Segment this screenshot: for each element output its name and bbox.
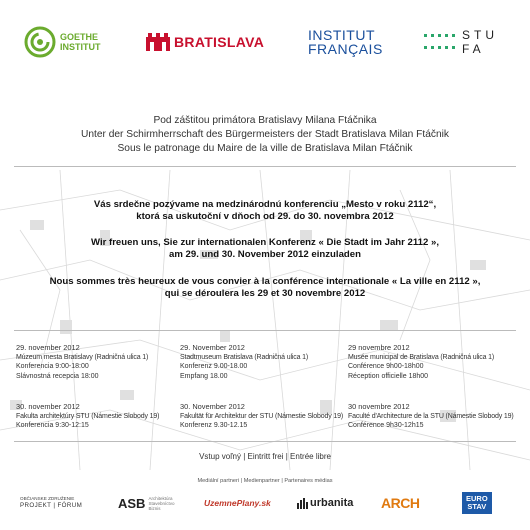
institut-francais-logo	[308, 22, 383, 62]
invitation-de-line-2: am 29. und 30. November 2012 einzuladen	[169, 249, 361, 260]
schedule-time: Conférence 9h30-12h15	[348, 422, 424, 430]
schedule-reception: Réception officielle 18h00	[348, 372, 429, 380]
goethe-line-1: GOETHE	[60, 32, 99, 42]
media-partners-label: Mediální partneri | Medienpartner | Partenaires médias	[197, 478, 333, 484]
bratislava-logo	[146, 22, 264, 62]
stu-line-2: FA	[462, 42, 485, 56]
asb-logo	[118, 488, 176, 518]
bratislava-castle-icon	[146, 33, 170, 51]
schedule-location: Múzeum mesta Bratislavy (Radničná ulica 1)	[16, 353, 149, 361]
schedule-cell-sk-day1	[16, 343, 148, 381]
bratislava-logo-text: BRATISLAVA	[174, 34, 265, 50]
schedule-location: Musée municipal de Bratislava (Radničná ulica 1)	[348, 353, 495, 361]
patronage-fr: Sous le patronage du Maire de la ville de Bratislava Milan Ftáčnik	[117, 143, 413, 154]
invitation-sk-line-1: Vás srdečne pozývame na medzinárodnú konferenciu „Mesto v roku 2112“,	[93, 199, 437, 210]
schedule-date: 29. november 2012	[16, 343, 80, 352]
institut-line-1: INSTITUT	[308, 27, 375, 43]
partner-logos	[0, 488, 530, 518]
schedule-location: Stadtmuseum Bratislava (Radničná ulica 1)	[180, 353, 309, 361]
institut-line-2: FRANÇAIS	[308, 41, 383, 57]
projekt-forum-name: PROJEKT | FÓRUM	[20, 502, 83, 509]
schedule-date: 29 novembre 2012	[348, 343, 410, 352]
projekt-forum-subtitle: OBČIANSKE ZDRUŽENIE	[20, 496, 75, 501]
logo-bar	[0, 22, 530, 62]
goethe-institut-logo	[24, 22, 101, 62]
schedule-location: Faculté d'Architecture de la STU (Námestie Slobody 19)	[348, 412, 514, 420]
entry-note: Vstup voľný | Eintritt frei | Entrée libre	[199, 452, 331, 461]
patronage-de: Unter der Schirmherrschaft des Bürgermeisters der Stadt Bratislava Milan Ftáčnik	[80, 129, 450, 140]
stu-line-1: STU	[462, 28, 498, 42]
invitation-sk-line-2: ktorá sa uskutoční v dňoch od 29. do 30. novembra 2012	[136, 211, 394, 222]
schedule-cell-fr-day1	[348, 343, 494, 381]
invitation-de	[0, 237, 530, 261]
schedule-time: Konferencia 9:30-12:15	[16, 422, 89, 430]
invitation-sk	[0, 199, 530, 223]
schedule-time: Konferencia 9:00-18:00	[16, 363, 89, 371]
eurostav-line-2: STAV	[467, 502, 487, 511]
schedule-cell-de-day2	[180, 402, 343, 431]
schedule-time: Conférence 9h00-18h00	[348, 363, 424, 371]
schedule-time: Konferenz 9.00-18.00	[180, 363, 248, 371]
urbanita-name: urbanita	[310, 497, 354, 509]
schedule-date: 29. November 2012	[180, 343, 245, 352]
divider-bottom	[14, 441, 516, 442]
stu-fa-logo	[424, 22, 498, 62]
invitation-fr	[0, 276, 530, 300]
schedule-cell-fr-day2	[348, 402, 514, 431]
eurostav-logo	[462, 492, 492, 514]
schedule-date: 30. November 2012	[180, 402, 245, 411]
arch-logo	[381, 488, 419, 518]
schedule-cell-de-day1	[180, 343, 308, 381]
schedule-location: Fakulta architektúry STU (Námestie Slobody 19)	[16, 412, 160, 420]
invitation-fr-line-1: Nous sommes très heureux de vous convier à la conférence internationale « La ville en 2112 »,	[49, 276, 481, 287]
patronage-block	[0, 114, 530, 156]
uzemneplany-logo	[204, 488, 271, 518]
patronage-sk: Pod záštitou primátora Bratislavy Milana Ftáčnika	[153, 115, 377, 126]
divider-top	[14, 166, 516, 167]
schedule-time: Konferenz 9.30-12.15	[180, 422, 248, 430]
schedule-date: 30 novembre 2012	[348, 402, 410, 411]
projekt-forum-logo	[20, 488, 82, 518]
asb-tagline: Architektúra Stavebníctvo Biznis	[148, 495, 175, 511]
arch-name: ARCH	[381, 495, 420, 511]
schedule-reception: Slávnostná recepcia 18:00	[16, 372, 99, 380]
invitation-de-line-1: Wir freuen uns, Sie zur internationalen Konferenz « Die Stadt im Jahr 2112 »,	[90, 237, 440, 248]
urbanita-bars-icon	[296, 497, 308, 509]
schedule-cell-sk-day2	[16, 402, 159, 431]
schedule-location: Fakultät für Architektur der STU (Námestie Slobody 19)	[180, 412, 344, 420]
eurostav-line-1: EURO	[466, 494, 488, 503]
goethe-line-2: INSTITUT	[60, 42, 101, 52]
urbanita-logo	[296, 488, 353, 518]
asb-name: ASB	[118, 495, 146, 511]
goethe-spiral-icon	[24, 26, 56, 58]
schedule-reception: Empfang 18.00	[180, 372, 228, 380]
invitation-fr-line-2: qui se déroulera les 29 et 30 novembre 2012	[164, 288, 366, 299]
stu-dots-icon	[424, 32, 456, 52]
divider-middle	[14, 330, 516, 331]
schedule-date: 30. november 2012	[16, 402, 80, 411]
uzemneplany-name: UzemnePlany.sk	[204, 498, 271, 508]
